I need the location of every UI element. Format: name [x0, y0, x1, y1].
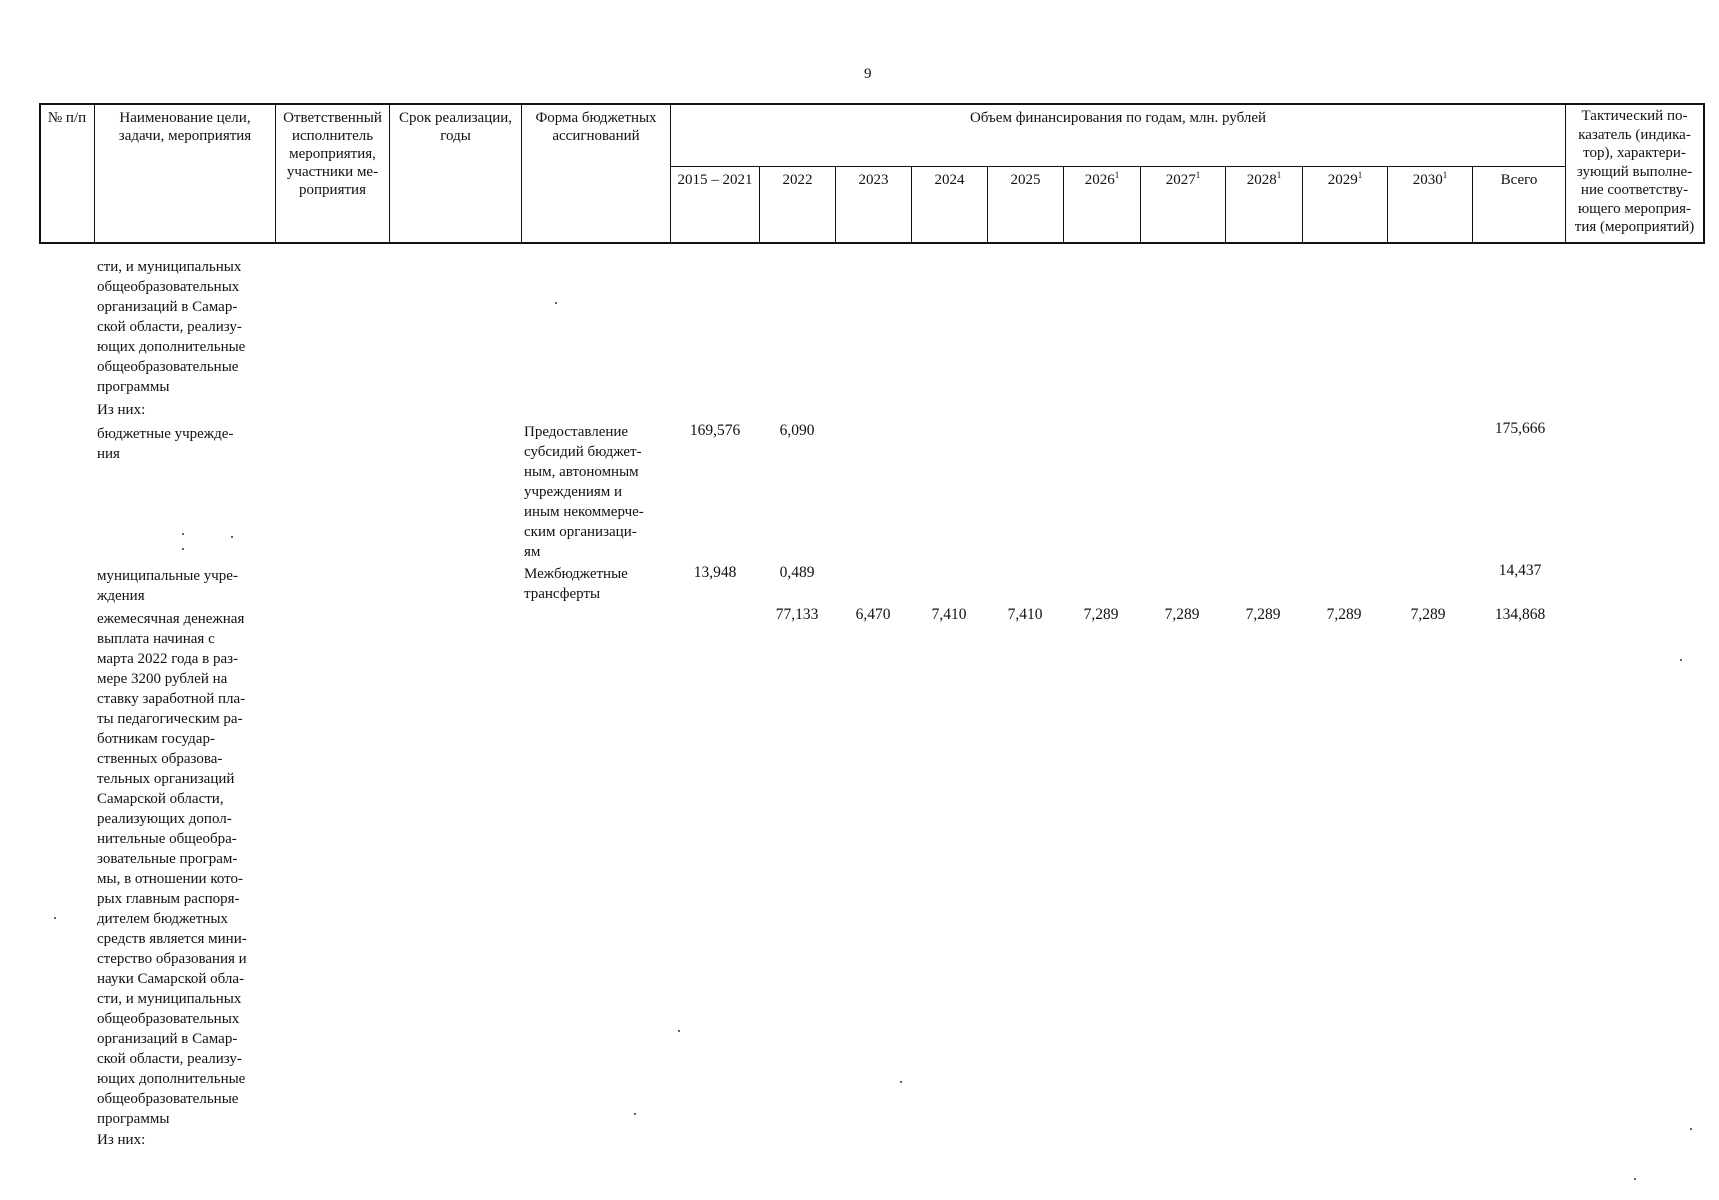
value-cell: 13,948 — [693, 564, 737, 581]
value-cell: 0,489 — [779, 564, 815, 581]
scan-speck — [634, 1113, 636, 1115]
header-col-form: Форма бюджетных ассигнований — [535, 110, 657, 144]
value-cell: 14,437 — [1498, 562, 1542, 579]
row-form-transfers: Межбюджетные трансферты — [524, 566, 628, 602]
value-cell: 175,666 — [1494, 420, 1546, 437]
scan-speck — [678, 1030, 680, 1032]
scan-speck — [231, 536, 233, 538]
row-name-budget-institutions: бюджетные учрежде- ния — [97, 426, 234, 462]
scan-speck — [182, 548, 184, 550]
header-year: 2015 – 2021 — [677, 172, 753, 188]
scan-speck — [1690, 1128, 1692, 1130]
value-cell: 134,868 — [1494, 606, 1546, 623]
row-name-continuation: сти, и муниципальных общеобразовательных организаций в Самар- ской области, реализу- ющих дополнительные общеобразовательные программы — [97, 259, 246, 395]
value-cell: 6,470 — [855, 606, 891, 623]
table-header — [39, 103, 1705, 243]
value-cell: 169,576 — [689, 422, 741, 439]
header-year: 2024 — [934, 172, 965, 188]
value-cell: 7,410 — [931, 606, 967, 623]
value-cell: 7,289 — [1245, 606, 1281, 623]
header-year: 2027$^1$ — [1165, 170, 1201, 188]
row-name-monthly-payment: ежемесячная денежная выплата начиная с марта 2022 года в раз- мере 3200 рублей на ставку заработной пла- ты педагогическим ра- ботникам государ- ственных образова- тельных организаций Самарской области, реализующих допол- нительные общеобра- зовательные програм- мы, в отношении кото- рых главным распоря- дителем бюджетных средств является мини- стерство образования и науки Самарской обла- сти, и муниципальных общеобразовательных организаций в Самар- ской области, реализу- ющих дополнительные общеобразовательные программы — [97, 611, 247, 1127]
scan-speck — [1680, 659, 1682, 661]
value-cell: 7,289 — [1410, 606, 1446, 623]
scan-speck — [900, 1081, 902, 1083]
header-col-indicator: Тактический по- казатель (индика- тор), характери- зующий выполне- ние соответству- ющего мероприя- тия (мероприятий) — [1574, 108, 1695, 235]
scan-speck — [555, 302, 557, 304]
header-year: 2023 — [858, 172, 889, 188]
row-form-subsidies: Предоставление субсидий бюджет- ным, автономным учреждениям и иным некоммерче- ским организаци- ям — [524, 424, 644, 560]
header-col-financing: Объем финансирования по годам, млн. рублей — [969, 110, 1267, 126]
row-subheading: Из них: — [97, 402, 146, 418]
header-year: 2029$^1$ — [1327, 170, 1363, 188]
scan-speck — [54, 917, 56, 919]
scan-speck — [1634, 1178, 1636, 1180]
header-year: 2028$^1$ — [1246, 170, 1282, 188]
header-col-term: Срок реализации, годы — [398, 110, 513, 144]
value-cell: 6,090 — [779, 422, 815, 439]
value-cell: 7,289 — [1164, 606, 1200, 623]
row-name-municipal-institutions: муниципальные учре- ждения — [97, 568, 238, 604]
value-cell: 7,410 — [1007, 606, 1043, 623]
header-col-no: № п/п — [47, 110, 87, 126]
row-subheading: Из них: — [97, 1132, 146, 1148]
scan-speck — [182, 533, 184, 535]
header-col-executor: Ответственный исполнитель мероприятия, участники ме- роприятия — [283, 110, 382, 198]
page-number: 9 — [864, 66, 872, 82]
header-year: 2022 — [782, 172, 813, 188]
header-year: 2025 — [1010, 172, 1041, 188]
header-year: Всего — [1500, 172, 1538, 188]
header-year: 2026$^1$ — [1084, 170, 1120, 188]
header-col-name: Наименование цели, задачи, мероприятия — [118, 110, 252, 144]
header-year: 2030$^1$ — [1412, 170, 1448, 188]
value-cell: 77,133 — [775, 606, 819, 623]
value-cell: 7,289 — [1326, 606, 1362, 623]
value-cell: 7,289 — [1083, 606, 1119, 623]
